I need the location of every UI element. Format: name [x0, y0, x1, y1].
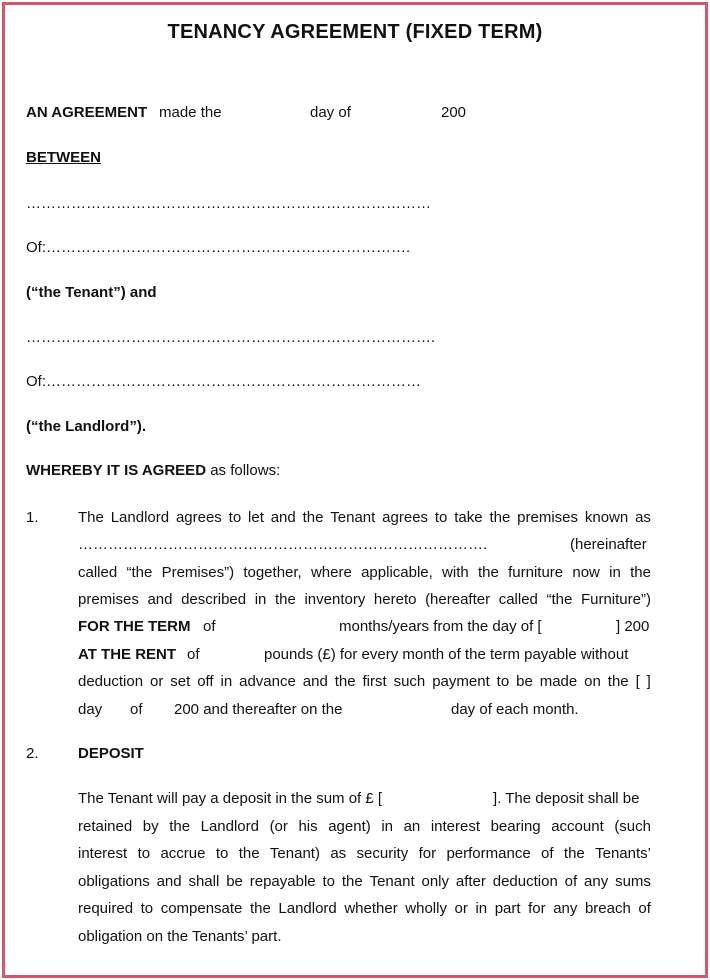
deposit-sum-text: The Tenant will pay a deposit in the sum of £ [	[78, 790, 383, 807]
clause-2-line-5-text-word: Landlord	[278, 900, 337, 917]
clause-1-line-1-text-word: premises	[517, 509, 579, 526]
clause-1-number: 1.	[26, 509, 39, 526]
clause-2-line-4-text-word: shall	[188, 873, 220, 890]
clause-2-line-3-text-word: to	[215, 845, 229, 862]
clause-1-line-7-text-word: deduction	[78, 673, 144, 690]
clause-2-line-2-text-word: (such	[614, 818, 651, 835]
payment-of: of	[130, 701, 143, 718]
tenant-name-blank: ………………………………………………………………………	[26, 195, 431, 212]
clause-1-line-7-text-word: the	[607, 673, 629, 690]
clause-1-line-4-text-word: called	[498, 591, 538, 608]
clause-2-line-3-text-word: the	[563, 845, 585, 862]
clause-2-line-5-text-word: wholly	[405, 900, 447, 917]
clause-2-line-5-text-word: in	[475, 900, 488, 917]
clause-2-line-3-text-word: security	[356, 845, 409, 862]
clause-2-line-3-text-word: interest	[78, 845, 128, 862]
clause-1-line-1-text-word: as	[635, 509, 651, 526]
clause-2-line-4-text-word: deduction	[492, 873, 558, 890]
deposit-heading: DEPOSIT	[78, 745, 144, 762]
clause-2-line-2-text-word: retained	[78, 818, 133, 835]
clause-2-line-4-text-word: of	[564, 873, 578, 890]
clause-1-line-1-text-word: agrees	[382, 509, 429, 526]
clause-2-line-2	[78, 818, 651, 836]
clause-2-line-4-text-word: any	[584, 873, 609, 890]
clause-1-line-7-text-word: [	[635, 673, 640, 690]
clause-2-line-3-text-word: Tenant)	[269, 845, 320, 862]
clause-2-line-5	[78, 900, 651, 918]
clause-1-line-1-text-word: take	[454, 509, 483, 526]
clause-1-line-7-text-word: to	[496, 673, 510, 690]
clause-2-number: 2.	[26, 745, 39, 762]
clause-2-line-3-text-word: to	[137, 845, 151, 862]
clause-1-line-3-text-word: Premises”)	[161, 564, 235, 581]
clause-1-line-4-text-word: Furniture”)	[580, 591, 651, 608]
clause-2-line-2-text-word: bearing	[490, 818, 541, 835]
clause-2-line-4-text-word: after	[455, 873, 486, 890]
clause-2-line-2-text-word: interest	[430, 818, 481, 835]
rent-pounds-text: pounds (£) for every month of the term payable without	[264, 646, 629, 663]
clause-1-line-1-text-word: and	[270, 509, 296, 526]
clause-2-line-2-text-word: an	[403, 818, 421, 835]
clause-1-line-1-text-word: the	[489, 509, 511, 526]
rent-of: of	[187, 646, 200, 663]
deposit-retained-text: ]. The deposit shall be	[493, 790, 640, 807]
clause-1-line-7	[78, 673, 651, 691]
clause-2-line-2-text-word: (or	[269, 818, 288, 835]
clause-1-line-3	[78, 564, 651, 582]
clause-2-line-5-text-word: compensate	[160, 900, 243, 917]
clause-1-line-3-text-word: called	[78, 564, 118, 581]
clause-2-line-3-text-word: the	[238, 845, 260, 862]
clause-1-line-7-text-word: be	[516, 673, 533, 690]
clause-2-line-3-text-word: for	[418, 845, 437, 862]
clause-2-line-3-text-word: as	[330, 845, 347, 862]
between-heading: BETWEEN	[26, 149, 101, 166]
clause-2-line-5-text-word: or	[454, 900, 468, 917]
clause-2-line-4-text-word: sums	[615, 873, 651, 890]
clause-2-line-3-text-word: Tenants’	[595, 845, 651, 862]
clause-2-line-5-text-word: whether	[344, 900, 398, 917]
clause-1-line-3-text-word: together,	[243, 564, 302, 581]
clause-1-line-4-text-word: “the	[546, 591, 573, 608]
clause-1-line-4-text-word: described	[181, 591, 247, 608]
whereby-bold: WHEREBY IT IS AGREED	[26, 462, 207, 479]
clause-2-line-2-text-word: Landlord	[200, 818, 259, 835]
clause-1-line-4-text-word: premises	[78, 591, 139, 608]
whereby-line	[26, 462, 280, 480]
clause-1-line-7-text-word: and	[302, 673, 328, 690]
clause-1-line-7-text-word: in	[220, 673, 233, 690]
clause-1-line-7-text-word: or	[149, 673, 164, 690]
clause-2-line-4-text-word: repayable	[249, 873, 316, 890]
clause-2-line-5-text-word: the	[249, 900, 271, 917]
clause-1-line-1-text-word: to	[228, 509, 242, 526]
clause-2-line-2-text-word: agent)	[328, 818, 371, 835]
clause-1-line-1-text-word: The	[78, 509, 104, 526]
made-the-text: made the	[159, 104, 222, 121]
clause-2-line-3-text-word: performance	[446, 845, 531, 862]
clause-2-line-5-text-word: part	[494, 900, 521, 917]
hereinafter-text: (hereinafter	[570, 536, 647, 553]
payment-day: day	[78, 701, 103, 718]
whereby-rest: as follows:	[210, 462, 281, 479]
tenant-address-blank: Of:……………………………………………………………….	[26, 239, 411, 256]
clause-1-line-3-text-word: with	[442, 564, 469, 581]
clause-1-line-3-text-word: now	[572, 564, 600, 581]
clause-1-line-7-text-word: ]	[646, 673, 651, 690]
premises-blank: ……………………………………………………………………….	[78, 536, 488, 553]
clause-2-line-5-text-word: any	[553, 900, 578, 917]
clause-2-line-3-text-word: of	[541, 845, 554, 862]
clause-2-line-2-text-word: account	[551, 818, 604, 835]
clause-2-line-4-text-word: the	[341, 873, 363, 890]
term-of: of	[203, 618, 216, 635]
clause-2-line-4-text-word: Tenant	[369, 873, 415, 890]
clause-1-line-7-text-word: such	[393, 673, 426, 690]
clause-1-line-1-text-word: to	[434, 509, 448, 526]
clause-1-line-3-text-word: “the	[126, 564, 153, 581]
day-of-text: day of	[310, 104, 351, 121]
term-year-text: ] 200	[616, 618, 650, 635]
clause-1-line-7-text-word: set	[170, 673, 191, 690]
payment-thereafter: 200 and thereafter on the	[174, 701, 343, 718]
landlord-address-blank: Of:…………………………………………………………………	[26, 373, 422, 390]
agreement-label: AN AGREEMENT	[26, 104, 148, 121]
clause-2-line-2-text-word: his	[298, 818, 318, 835]
clause-1-line-1-text-word: Landlord	[110, 509, 170, 526]
clause-1-line-7-text-word: first	[362, 673, 387, 690]
rent-label: AT THE RENT	[78, 646, 177, 663]
term-months-text: months/years from the day of [	[339, 618, 542, 635]
clause-1-line-4	[78, 591, 651, 609]
clause-2-line-4-text-word: obligations	[78, 873, 150, 890]
clause-1-line-4-text-word: the	[275, 591, 296, 608]
clause-1-line-1-text-word: known	[584, 509, 629, 526]
clause-2-line-5-text-word: of	[638, 900, 651, 917]
clause-2-line-5-text-word: to	[140, 900, 154, 917]
clause-2-line-4-text-word: only	[421, 873, 450, 890]
clause-2-line-2-text-word: the	[169, 818, 191, 835]
clause-2-line-5-text-word: for	[528, 900, 546, 917]
clause-1-line-4-text-word: hereto	[373, 591, 417, 608]
clause-1-line-1-text-word: let	[248, 509, 264, 526]
clause-1-line-4-text-word: in	[254, 591, 267, 608]
clause-2-line-4-text-word: be	[226, 873, 243, 890]
landlord-label: (“the Landlord”).	[26, 418, 146, 435]
clause-1-line-7-text-word: advance	[239, 673, 296, 690]
clause-1-line-7-text-word: payment	[432, 673, 490, 690]
tenant-label: (“the Tenant”) and	[26, 284, 157, 301]
clause-2-line-4-text-word: and	[156, 873, 182, 890]
clause-2-line-5-text-word: breach	[584, 900, 631, 917]
landlord-name-blank: ……………………………………………………………………….	[26, 329, 436, 346]
clause-1-line-3-text-word: the	[477, 564, 499, 581]
clause-2-line-4-text-word: to	[322, 873, 335, 890]
year-text: 200	[441, 104, 467, 121]
clause-1-line-7-text-word: on	[584, 673, 601, 690]
clause-1-line-3-text-word: furniture	[508, 564, 564, 581]
term-label: FOR THE TERM	[78, 618, 191, 635]
clause-1-line-3-text-word: applicable,	[361, 564, 433, 581]
clause-2-line-5-text-word: required	[78, 900, 134, 917]
clause-1-line-1-text-word: Tenant	[330, 509, 376, 526]
clause-1-line-7-text-word: off	[197, 673, 214, 690]
clause-1-line-3-text-word: where	[310, 564, 352, 581]
clause-1-line-4-text-word: inventory	[304, 591, 366, 608]
clause-1-line-1-text-word: agrees	[175, 509, 222, 526]
clause-2-line-2-text-word: by	[142, 818, 159, 835]
clause-1-line-3-text-word: in	[609, 564, 621, 581]
clause-1-line-3-text-word: the	[630, 564, 651, 581]
document-title: TENANCY AGREEMENT (FIXED TERM)	[167, 21, 543, 43]
clause-1-line-1	[78, 509, 651, 527]
payment-each-month: day of each month.	[451, 701, 579, 718]
clause-2-line-4	[78, 873, 651, 891]
clause-2-line-6: obligation on the Tenants’ part.	[78, 928, 282, 945]
clause-1-line-7-text-word: made	[539, 673, 578, 690]
clause-2-line-3-text-word: accrue	[160, 845, 206, 862]
clause-1-line-4-text-word: (hereafter	[425, 591, 491, 608]
clause-2-line-3	[78, 845, 651, 863]
clause-1-line-7-text-word: the	[334, 673, 356, 690]
clause-1-line-4-text-word: and	[147, 591, 173, 608]
clause-2-line-2-text-word: in	[381, 818, 394, 835]
clause-1-line-1-text-word: the	[302, 509, 324, 526]
